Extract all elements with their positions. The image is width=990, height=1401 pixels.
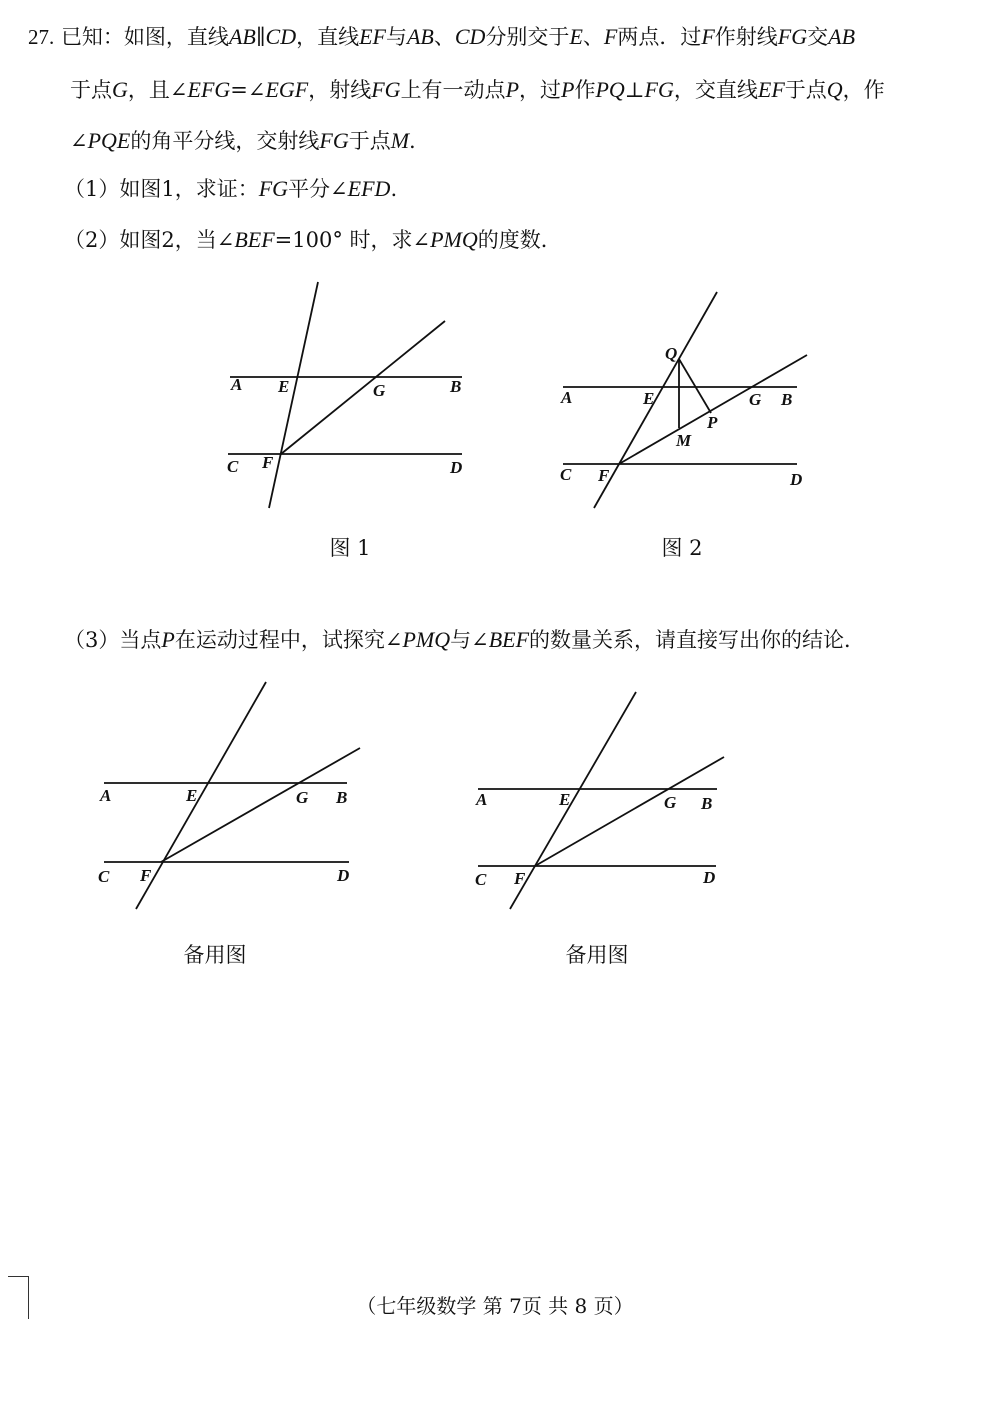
text: 作射线 xyxy=(714,25,778,49)
label-b: B xyxy=(781,390,793,409)
text: . xyxy=(409,129,416,153)
text: 于点 xyxy=(784,78,827,102)
text: 的数量关系，请直接写出你的结论． xyxy=(529,628,866,652)
figure-3-caption: 备用图 xyxy=(183,943,247,967)
label-m: M xyxy=(676,431,692,450)
math: FG xyxy=(319,128,349,153)
text: ，交直线 xyxy=(673,78,758,102)
math: EFG xyxy=(187,77,231,102)
text: ，作 xyxy=(842,78,885,102)
math: AB xyxy=(406,24,434,49)
label-c: C xyxy=(475,870,487,889)
label-a: A xyxy=(476,790,488,809)
label-c: C xyxy=(560,465,572,484)
text: ，且∠ xyxy=(127,78,188,102)
math: F xyxy=(603,24,618,49)
math: EF xyxy=(757,77,785,102)
label-d: D xyxy=(450,458,463,477)
text: 于点 xyxy=(70,78,112,102)
text: =∠ xyxy=(230,78,266,102)
text: ⊥ xyxy=(624,78,645,102)
text: ，过 xyxy=(519,78,562,102)
label-g: G xyxy=(373,381,386,400)
page-footer: （七年级数学 第 7页 共 8 页） xyxy=(356,1294,634,1318)
label-a: A xyxy=(561,388,573,407)
math: M xyxy=(390,128,410,153)
label-a: A xyxy=(231,375,243,394)
text: 、 xyxy=(582,25,604,49)
line-ef xyxy=(510,692,636,909)
math: EFD xyxy=(347,176,391,201)
label-p: P xyxy=(707,413,718,432)
text: 分别交于 xyxy=(485,25,570,49)
math: BEF xyxy=(488,627,530,652)
text: 已知：如图，直线 xyxy=(60,25,229,49)
figure-1-caption: 图 1 xyxy=(329,536,371,560)
math: FG xyxy=(258,176,289,201)
label-b: B xyxy=(701,794,713,813)
math: P xyxy=(161,627,175,652)
label-b: B xyxy=(336,788,348,807)
math: P xyxy=(505,77,520,102)
label-d: D xyxy=(337,866,350,885)
text: 、 xyxy=(433,25,455,49)
text: （2）如图2，当∠ xyxy=(64,228,235,252)
math: F xyxy=(701,24,715,49)
text: 在运动过程中，试探究∠ xyxy=(174,628,403,652)
label-g: G xyxy=(749,390,762,409)
label-e: E xyxy=(186,786,198,805)
label-f: F xyxy=(262,453,274,472)
label-q: Q xyxy=(665,344,678,363)
text: （3）当点 xyxy=(64,628,162,652)
math: G xyxy=(112,77,128,102)
figure-2-caption: 图 2 xyxy=(661,536,703,560)
label-d: D xyxy=(790,470,803,489)
label-c: C xyxy=(227,457,239,476)
label-a: A xyxy=(100,786,112,805)
text: 的角平分线，交射线 xyxy=(130,129,320,153)
math: CD xyxy=(454,24,486,49)
text: ，直线 xyxy=(296,25,360,49)
math: AB xyxy=(828,24,856,49)
text: 与 xyxy=(385,25,407,49)
math: E xyxy=(569,24,583,49)
text: ∠ xyxy=(70,129,88,153)
label-d: D xyxy=(703,868,716,887)
text: 交 xyxy=(807,25,829,49)
math: PMQ xyxy=(430,227,478,252)
label-e: E xyxy=(278,377,290,396)
label-b: B xyxy=(450,377,462,396)
math: BEF xyxy=(234,227,275,252)
label-e: E xyxy=(559,790,571,809)
math: PQ xyxy=(595,77,625,102)
math: Q xyxy=(826,77,843,102)
math: P xyxy=(561,77,575,102)
text: 上有一动点 xyxy=(400,78,506,102)
text: ，射线 xyxy=(308,78,372,102)
text: . xyxy=(390,177,398,201)
label-c: C xyxy=(98,867,110,886)
figure-4-caption: 备用图 xyxy=(565,943,629,967)
ray-fg xyxy=(535,757,724,866)
math: FG xyxy=(371,77,401,102)
text: 作 xyxy=(574,78,596,102)
text: 的度数． xyxy=(477,228,562,252)
math: FG xyxy=(644,77,674,102)
text: 于点 xyxy=(348,129,391,153)
label-g: G xyxy=(664,793,677,812)
label-f: F xyxy=(140,866,152,885)
text: 平分∠ xyxy=(288,177,348,201)
label-g: G xyxy=(296,788,309,807)
text: （1）如图1，求证： xyxy=(64,177,259,201)
label-e: E xyxy=(643,389,655,408)
label-f: F xyxy=(514,869,526,888)
math: AB xyxy=(228,24,256,49)
text: 与∠ xyxy=(450,628,489,652)
math: FG xyxy=(777,24,808,49)
text: 两点．过 xyxy=(617,25,702,49)
math: CD xyxy=(265,24,297,49)
text: =100° 时，求∠ xyxy=(274,228,431,252)
math: EF xyxy=(359,24,386,49)
math: EGF xyxy=(265,77,309,102)
math: PQE xyxy=(87,128,131,153)
label-f: F xyxy=(598,466,610,485)
math: PMQ xyxy=(402,627,451,652)
problem-number: 27. xyxy=(28,25,55,49)
text: ∥ xyxy=(255,25,266,49)
